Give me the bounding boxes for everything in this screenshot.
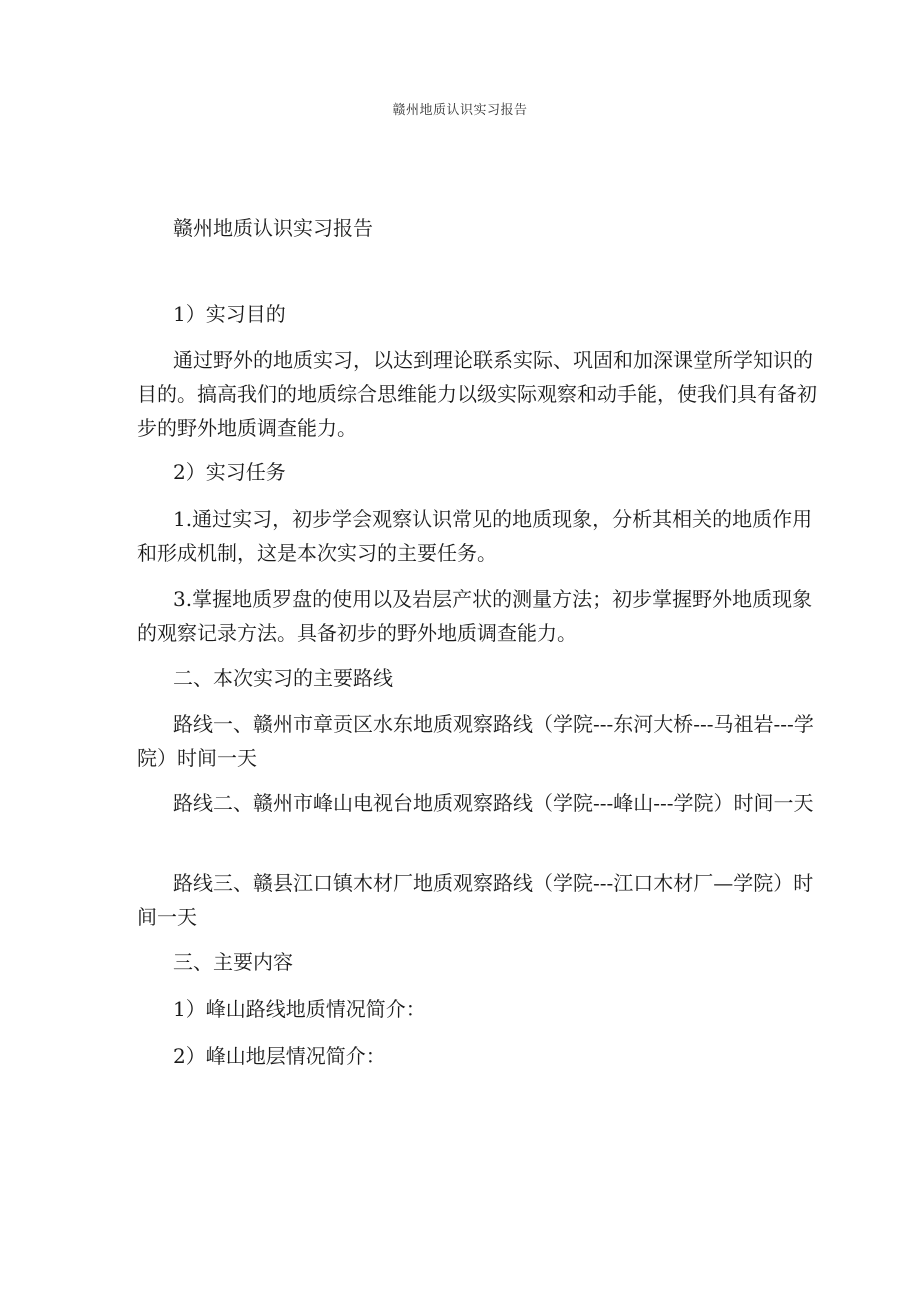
section-heading: 三、主要内容 [173,950,293,974]
section-heading: 2）峰山地层情况简介： [173,1044,386,1068]
paragraph: 路线三、赣县江口镇木材厂地质观察路线（学院---江口木材厂—学院）时间一天 [137,871,814,929]
page-header: 赣州地质认识实习报告 [392,103,528,118]
paragraph: 通过野外的地质实习，以达到理论联系实际、巩固和加深课堂所学知识的目的。搞高我们的地质综合思维能力以级实际观察和动手能，使我们具有备初步的野外地质调查能力。 [137,348,817,440]
paragraph: 3.掌握地质罗盘的使用以及岩层产状的测量方法；初步掌握野外地质现象的观察记录方法。具备初步的野外地质调查能力。 [137,587,813,645]
paragraph: 路线二、赣州市峰山电视台地质观察路线（学院---峰山---学院）时间一天 [173,791,814,815]
section-heading: 1）实习目的 [173,302,286,326]
paragraph: 1.通过实习，初步学会观察认识常见的地质现象，分析其相关的地质作用和形成机制，这是本次实习的主要任务。 [137,507,813,565]
paragraph: 路线一、赣州市章贡区水东地质观察路线（学院---东河大桥---马祖岩---学院）时间一天 [137,712,814,770]
section-heading: 二、本次实习的主要路线 [173,666,393,690]
document-title: 赣州地质认识实习报告 [173,216,373,240]
section-heading: 2）实习任务 [173,460,286,484]
section-heading: 1）峰山路线地质情况简介： [173,997,426,1021]
